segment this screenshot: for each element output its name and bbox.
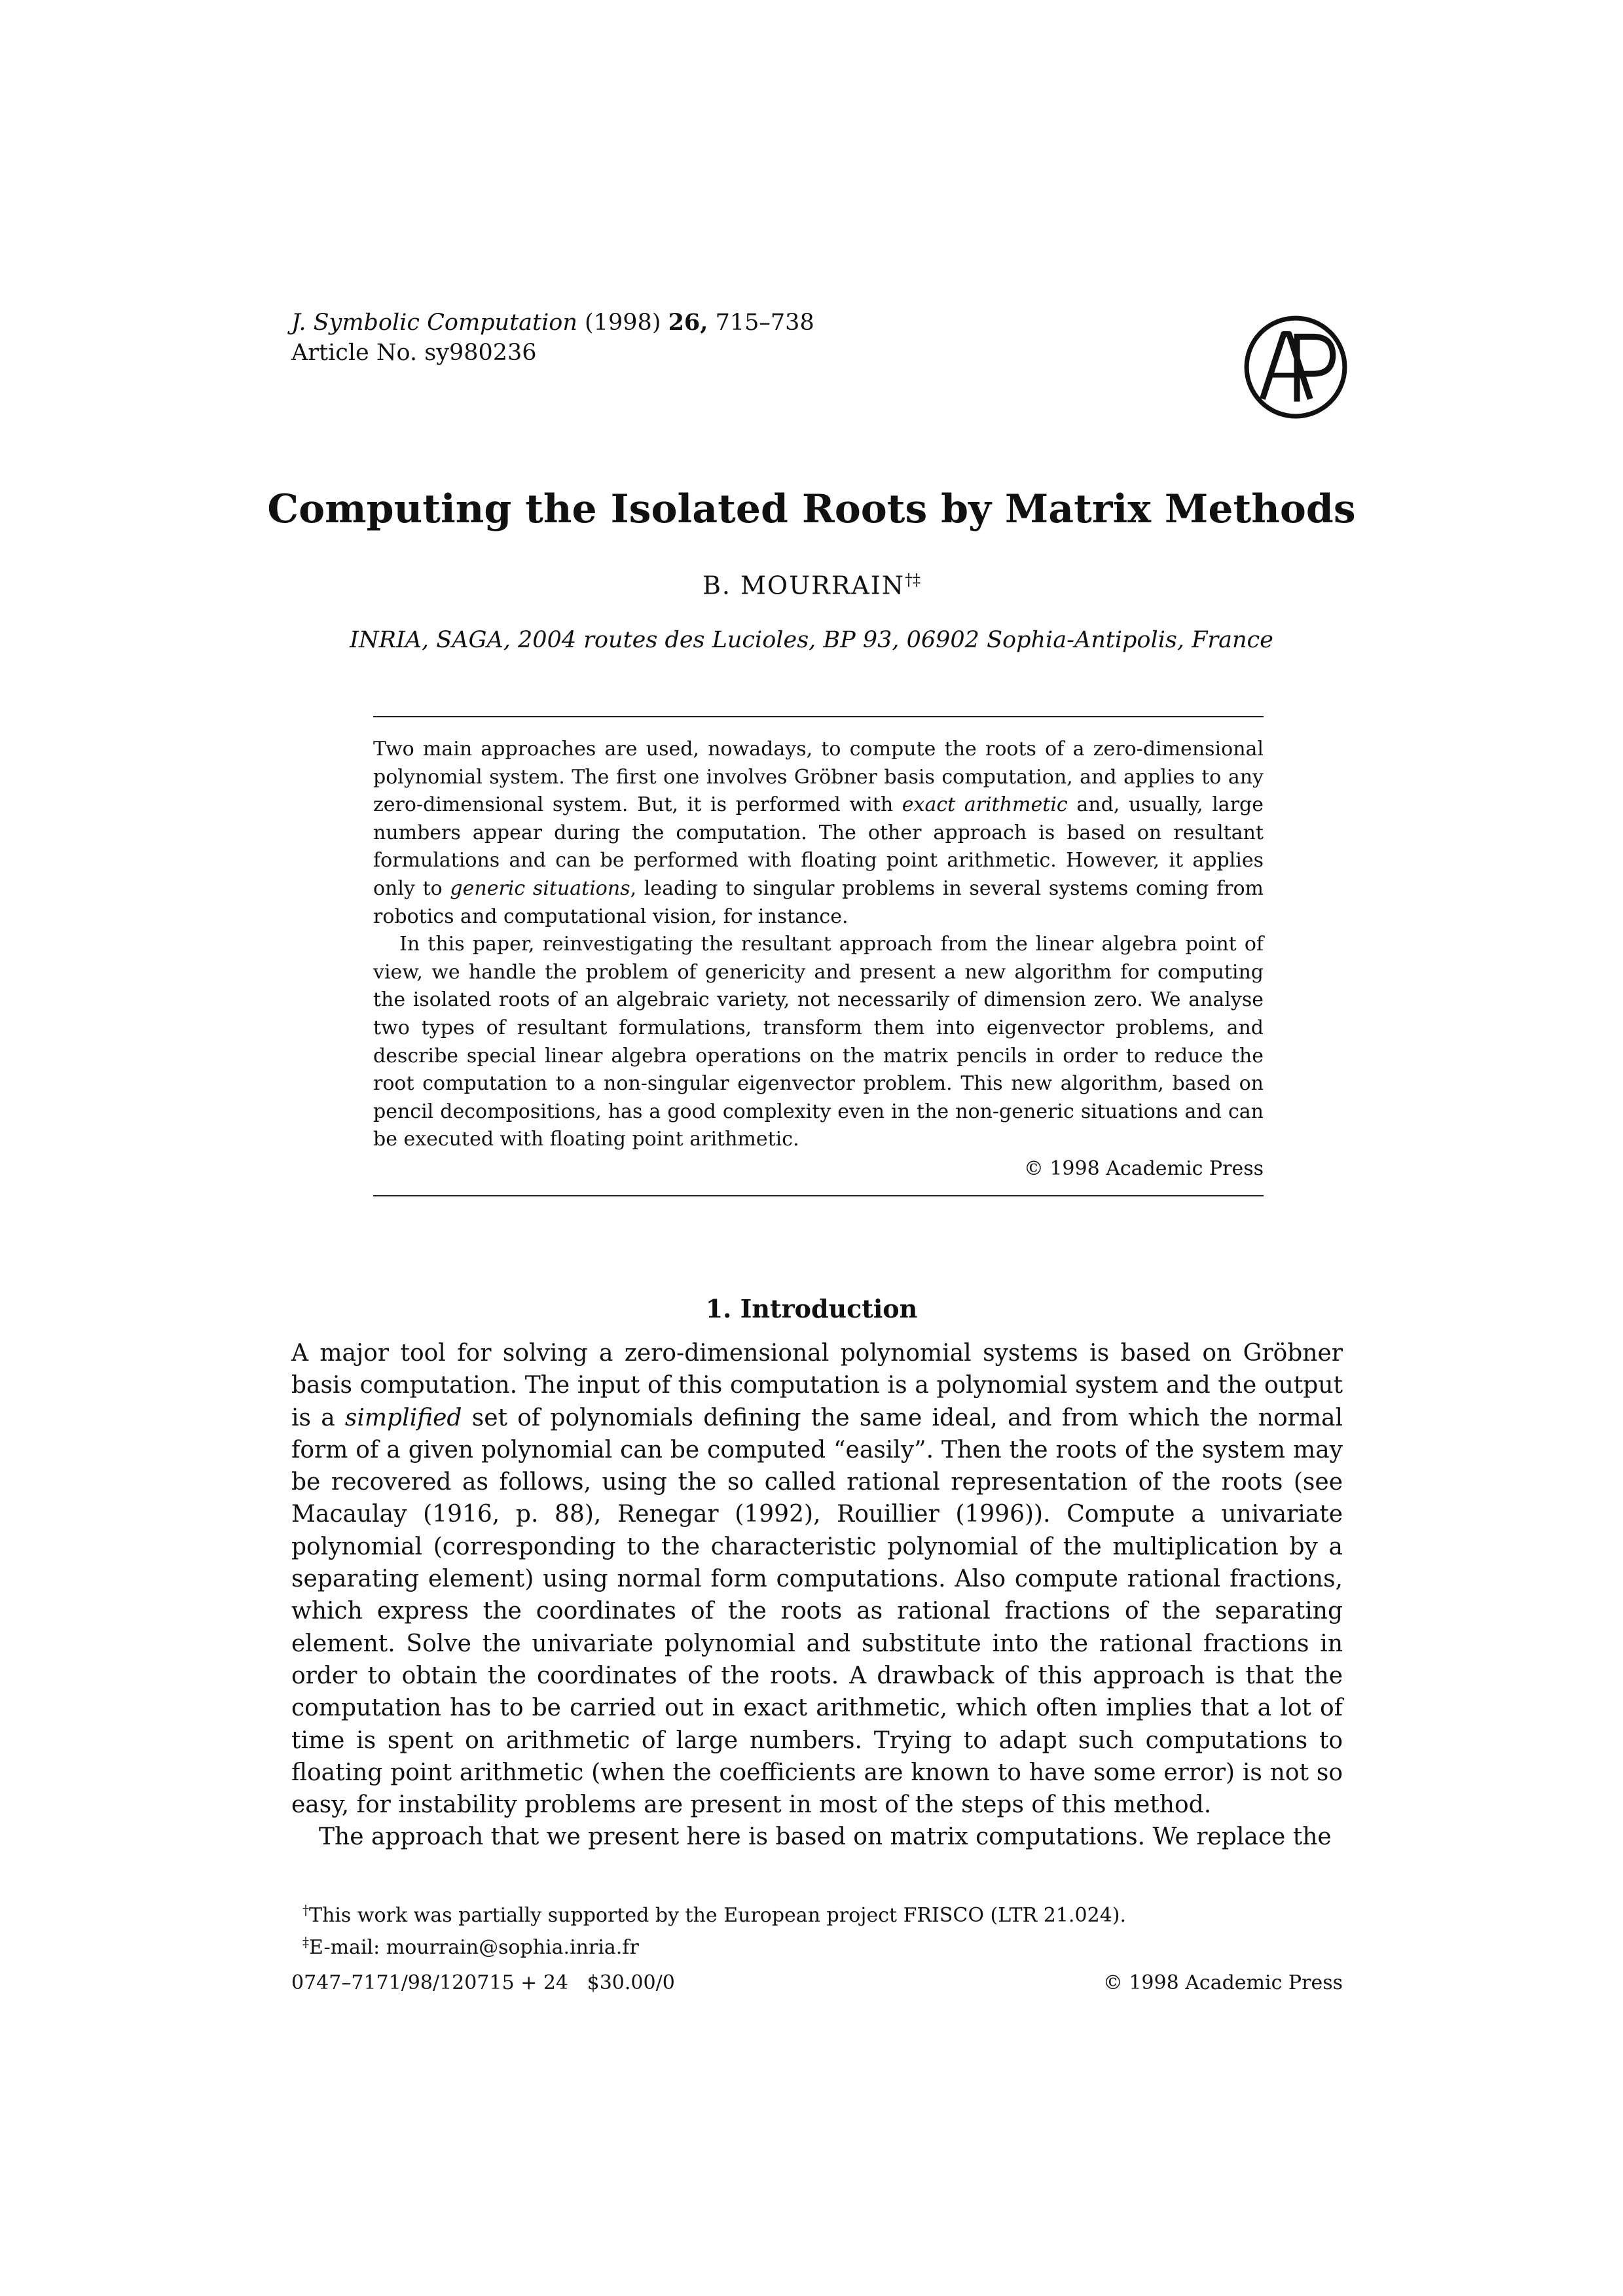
affiliation: INRIA, SAGA, 2004 routes des Lucioles, BP 93, 06902 Sophia-Antipolis, France xyxy=(350,627,1273,653)
author-name: B. MOURRAIN xyxy=(702,571,905,600)
abstract-bottom-rule xyxy=(373,1195,1264,1196)
journal-volume: 26, xyxy=(668,309,708,336)
footer-copyright: © 1998 Academic Press xyxy=(1103,1971,1343,1994)
author-line xyxy=(0,564,1623,601)
abstract-top-rule xyxy=(373,716,1264,717)
journal-header xyxy=(291,308,814,368)
article-number: Article No. sy980236 xyxy=(291,340,537,366)
body-text xyxy=(291,1337,1343,1854)
academic-press-logo-icon xyxy=(1243,314,1349,420)
footnotes xyxy=(302,1897,1343,1961)
footer-price: $30.00/0 xyxy=(587,1971,675,1994)
footnote-email: ‡E-mail: mourrain@sophia.inria.fr xyxy=(302,1934,639,1959)
journal-citation xyxy=(291,308,814,338)
paper-title: Computing the Isolated Roots by Matrix Methods xyxy=(267,486,1356,532)
footer-code: 0747–7171/98/120715 + 24 $30.00/0 xyxy=(291,1971,675,1994)
author-footnote-marks: †‡ xyxy=(905,571,921,589)
body-paragraph: The approach that we present here is based on matrix computations. We replace the xyxy=(319,1823,1332,1851)
abstract xyxy=(373,736,1264,1183)
footnote-funding: †This work was partially supported by the European project FRISCO (LTR 21.024). xyxy=(302,1902,1127,1927)
journal-pages: 715–738 xyxy=(715,310,814,336)
abstract-paragraph: In this paper, reinvestigating the resultant approach from the linear algebra point of view, we handle the problem of genericity and present a new algorithm for computing the isolated roots of an algebraic variety, not necessarily of dimension zero. We analyse two types of resultant formulations, transform them into eigenvector problems, and describe special linear algebra operations on the matrix pencils in order to reduce the root computation to a non-singular eigenvector problem. This new algorithm, based on pencil decompositions, has a good complexity even in the non-generic situations and can be executed with floating point arithmetic. xyxy=(373,933,1264,1151)
emphasis-exact-arithmetic: exact arithmetic xyxy=(902,793,1068,817)
journal-name: J. Symbolic Computation xyxy=(291,310,577,336)
emphasis-simplified: simplified xyxy=(344,1404,462,1431)
emphasis-generic-situations: generic situations xyxy=(450,876,630,900)
section-heading: 1. Introduction xyxy=(705,1294,918,1323)
abstract-paragraph: Two main approaches are used, nowadays, to compute the roots of a zero-dimensional polynomial system. The first one involves Gröbner basis computation, and applies to any zero-dimensional system. But, it is performed with exact arithmetic and, usually, large numbers appear during the computation. The other approach is based on resultant formulations and can be performed with floating point arithmetic. However, it applies only to generic situations, leading to singular problems in several systems coming from robotics and computational vision, for instance. xyxy=(373,738,1264,928)
abstract-copyright: © 1998 Academic Press xyxy=(1023,1157,1264,1180)
body-paragraph: A major tool for solving a zero-dimensional polynomial systems is based on Gröbner basis computation. The input of this computation is a polynomial system and the output is a simplified set of polynomials defining the same ideal, and from which the normal form of a given polynomial can be computed “easily”. Then the roots of the system may be recovered as follows, using the so called rational representation of the roots (see Macaulay (1916, p. 88), Renegar (1992), Rouillier (1996)). Compute a univariate polynomial (corresponding to the characteristic polynomial of the multiplication by a separating element) using normal form computations. Also compute rational fractions, which express the coordinates of the roots as rational fractions of the separating element. Solve the univariate polynomial and substitute into the rational fractions in order to obtain the coordinates of the roots. A drawback of this approach is that the computation has to be carried out in exact arithmetic, which often implies that a lot of time is spent on arithmetic of large numbers. Trying to adapt such computations to floating point arithmetic (when the coefficients are known to have some error) is not so easy, for instability problems are present in most of the steps of this method. xyxy=(291,1340,1343,1819)
journal-year: (1998) xyxy=(585,310,661,336)
